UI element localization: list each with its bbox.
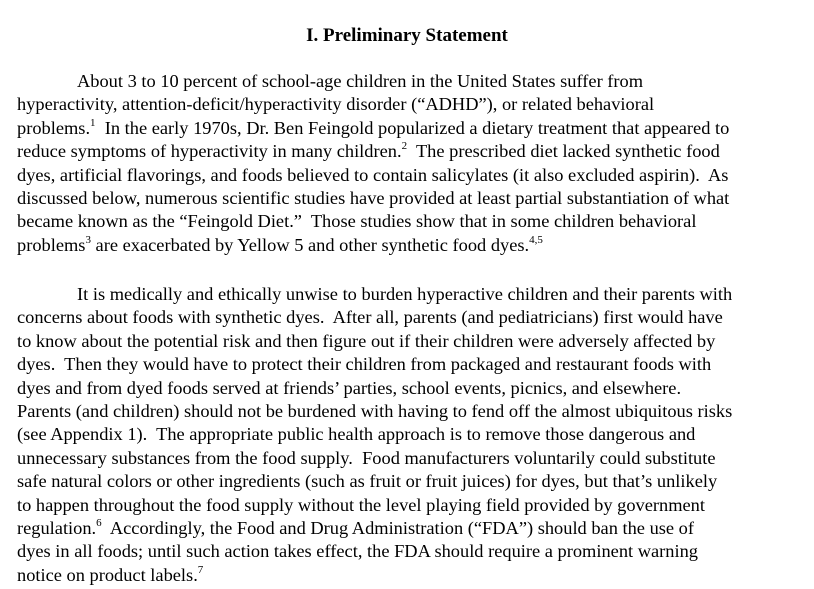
paragraph-line: (see Appendix 1). The appropriate public health approach is to remove those dangerous and: [17, 424, 696, 445]
paragraph-line: It is medically and ethically unwise to burden hyperactive children and their parents with: [77, 284, 733, 304]
text-run: problems: [17, 234, 86, 255]
text-run: reduce symptoms of hyperactivity in many children.: [17, 141, 402, 162]
footnote-ref: 2: [401, 140, 408, 153]
text-run: Accordingly, the Food and Drug Administration (“FDA”) should ban the use of: [101, 517, 694, 538]
paragraph-line: [17, 234, 729, 257]
footnote-ref: 1: [90, 116, 96, 129]
paragraph-line: [17, 117, 729, 140]
paragraph-line: [17, 564, 732, 587]
paragraph-1: [17, 70, 729, 257]
paragraph-line: dyes. Then they would have to protect their children from packaged and restaurant foods with: [17, 354, 712, 375]
text-run: are exacerbated by Yellow 5 and other synthetic food dyes.: [90, 234, 530, 255]
paragraph-line: Parents (and children) should not be burdened with having to fend off the almost ubiquitous risks: [17, 400, 733, 421]
paragraph-line: dyes, artificial flavorings, and foods believed to contain salicylates (it also excluded aspirin). As: [17, 164, 729, 185]
paragraph-line: to happen throughout the food supply without the level playing field provided by government: [17, 494, 705, 515]
footnote-ref: 7: [197, 563, 204, 576]
text-run: notice on product labels.: [17, 564, 198, 585]
paragraph-2: [17, 283, 732, 587]
section-heading: I. Preliminary Statement: [306, 25, 508, 46]
paragraph-line: safe natural colors or other ingredients (such as fruit or fruit juices) for dyes, but that’s unlikely: [17, 471, 718, 492]
paragraph-line: About 3 to 10 percent of school-age children in the United States suffer from: [77, 71, 644, 91]
paragraph-line: concerns about foods with synthetic dyes. After all, parents (and pediatricians) first would have: [17, 307, 723, 328]
paragraph-line: became known as the “Feingold Diet.” Those studies show that in some children behavioral: [17, 211, 697, 232]
paragraph-line: unnecessary substances from the food supply. Food manufacturers voluntarily could substitute: [17, 447, 716, 468]
paragraph-line: hyperactivity, attention-deficit/hyperactivity disorder (“ADHD”), or related behavioral: [17, 94, 655, 115]
text-run: problems.: [17, 117, 91, 138]
footnote-ref: 3: [85, 233, 91, 246]
text-run: regulation.: [17, 517, 97, 538]
paragraph-line: [17, 140, 729, 163]
text-run: In the early 1970s, Dr. Ben Feingold popularized a dietary treatment that appeared to: [95, 117, 730, 138]
paragraph-line: dyes in all foods; until such action takes effect, the FDA should require a prominent warning: [17, 541, 698, 562]
paragraph-line: to know about the potential risk and then figure out if their children were adversely affected by: [17, 330, 716, 351]
footnote-ref: 6: [96, 516, 102, 529]
footnote-ref: 4,5: [529, 233, 543, 246]
paragraph-line: discussed below, numerous scientific studies have provided at least partial substantiation of what: [17, 187, 730, 208]
text-run: The prescribed diet lacked synthetic food: [407, 141, 720, 162]
paragraph-line: [17, 517, 732, 540]
paragraph-line: dyes and from dyed foods served at friends’ parties, school events, picnics, and elsewhere.: [17, 377, 682, 398]
